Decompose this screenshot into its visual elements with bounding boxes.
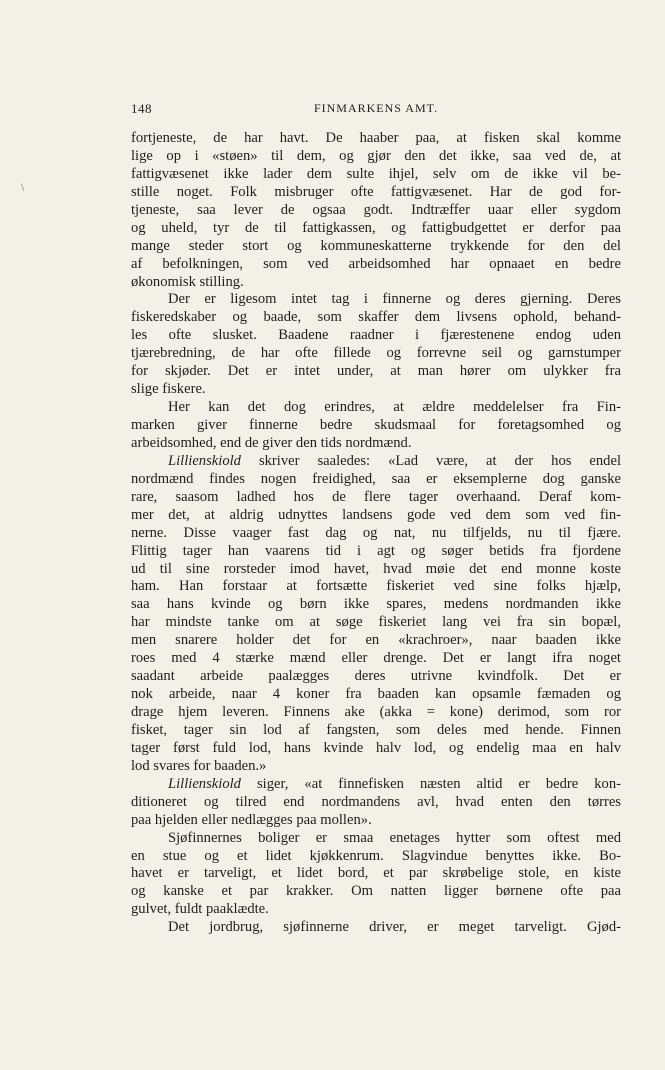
line-text: arbeidsomhed, end de giver den tids nordmænd. bbox=[131, 434, 412, 451]
text-line bbox=[131, 130, 621, 148]
line-text: Sjøfinnernes boliger er smaa enetages hytter som oftest med bbox=[168, 829, 621, 846]
line-text: slige fiskere. bbox=[131, 381, 206, 398]
text-line bbox=[131, 596, 621, 614]
line-text: rare, saasom ladhed hos de flere tager overhaand. Deraf kom- bbox=[131, 488, 621, 505]
line-text: Det jordbrug, sjøfinnerne driver, er meget tarveligt. Gjød- bbox=[168, 919, 621, 936]
line-text: fisket, tager sin lod af fangsten, som deles med hende. Finnen bbox=[131, 721, 621, 738]
text-line bbox=[131, 632, 621, 650]
text-line bbox=[131, 256, 621, 274]
text-line bbox=[131, 758, 621, 776]
line-text: saadant arbeide paalægges deres utrivne kvindfolk. Det er bbox=[131, 668, 621, 685]
line-text: ditioneret og tilred end nordmandens avl, hvad enten den tørres bbox=[131, 793, 621, 810]
line-text: har mindste tanke om at søge fiskeriet lang vei fra sin bopæl, bbox=[131, 614, 621, 631]
line-text: fiskeredskaber og baade, som skaffer dem livsens ophold, behand- bbox=[131, 309, 621, 326]
line-text: ud til sine rorsteder imod havet, hvad møie det end monne koste bbox=[131, 560, 621, 577]
text-line bbox=[131, 435, 621, 453]
author-name: Lillienskiold bbox=[168, 452, 241, 469]
text-line bbox=[131, 381, 621, 399]
line-text: og uheld, tyr de til fattigkassen, og fattigbudgettet er derfor paa bbox=[131, 219, 621, 236]
text-line bbox=[131, 722, 621, 740]
line-text: fortjeneste, de har havt. De haaber paa, at fisken skal komme bbox=[131, 130, 621, 146]
text-line bbox=[131, 578, 621, 596]
line-text: les ofte slusket. Baadene raadner i fjærestenene endog uden bbox=[131, 327, 621, 344]
line-text: nerne. Disse vaager fast dag og nat, nu tilfjelds, nu til fjære. bbox=[131, 524, 621, 541]
line-text: mange steder stort og kommuneskatterne trykkende for den del bbox=[131, 237, 621, 254]
body-text bbox=[131, 130, 621, 937]
text-line bbox=[131, 543, 621, 561]
text-line bbox=[131, 848, 621, 866]
text-line bbox=[131, 740, 621, 758]
margin-mark: \ bbox=[21, 180, 25, 194]
line-text: ham. Han forstaar at fortsætte fiskeriet ved sine folks hjælp, bbox=[131, 578, 621, 595]
line-text: marken giver finnerne bedre skudsmaal for foretagsomhed og bbox=[131, 417, 621, 433]
text-line bbox=[131, 184, 621, 202]
line-text: men snarere holder det for en «krachroer», naar baaden ikke bbox=[131, 632, 621, 649]
text-line bbox=[131, 291, 621, 309]
line-text: tjeneste, saa lever de ogsaa godt. Indtræffer uaar eller sygdom bbox=[131, 201, 621, 218]
line-text: drage hjem leveren. Finnens ake (akka = kone) derimod, som ror bbox=[131, 704, 621, 720]
text-line bbox=[131, 525, 621, 543]
line-text: fattigvæsenet ikke lader dem sulte ihjel, selv om de ikke vil be- bbox=[131, 165, 621, 182]
line-text: for skjøder. Det er intet under, at man hører om ulykker fra bbox=[131, 363, 621, 380]
text-line bbox=[131, 776, 621, 794]
line-text: siger, «at finnefisken næsten altid er bedre kon- bbox=[240, 775, 621, 792]
text-line bbox=[131, 686, 621, 704]
text-line bbox=[131, 220, 621, 238]
text-line bbox=[131, 489, 621, 507]
text-line bbox=[131, 399, 621, 417]
text-line bbox=[131, 883, 621, 901]
line-text: Her kan det dog erindres, at ældre meddelelser fra Fin- bbox=[168, 399, 621, 416]
text-line bbox=[131, 865, 621, 883]
text-line bbox=[131, 507, 621, 525]
line-text: havet er tarveligt, et lidet bord, et par skrøbelige stole, en kiste bbox=[131, 865, 621, 882]
line-text: gulvet, fuldt paaklædte. bbox=[131, 901, 269, 918]
page-number: 148 bbox=[131, 101, 152, 116]
text-line bbox=[131, 238, 621, 256]
line-text: stille noget. Folk misbruger ofte fattigvæsenet. Har de god for- bbox=[131, 183, 621, 200]
text-line bbox=[131, 704, 621, 722]
line-text: en stue og et lidet kjøkkenrum. Slagvindue benyttes ikke. Bo- bbox=[131, 847, 621, 864]
text-line bbox=[131, 148, 621, 166]
page-header bbox=[131, 101, 621, 121]
line-text: roes med 4 stærke mænd eller drenge. Det er langt ifra noget bbox=[131, 650, 621, 667]
text-line bbox=[131, 345, 621, 363]
text-line bbox=[131, 561, 621, 579]
text-line bbox=[131, 614, 621, 632]
line-text: og kanske et par krakker. Om natten ligger børnene ofte paa bbox=[131, 883, 621, 900]
line-text: Flittig tager han vaarens tid i agt og søger betids fra fjordene bbox=[131, 542, 621, 559]
text-line bbox=[131, 202, 621, 220]
text-line bbox=[131, 453, 621, 471]
text-line bbox=[131, 363, 621, 381]
line-text: paa hjelden eller nedlægges paa mollen». bbox=[131, 811, 372, 828]
line-text: saa hans kvinde og børn ikke spares, medens nordmanden ikke bbox=[131, 596, 621, 613]
text-line bbox=[131, 417, 621, 435]
text-line bbox=[131, 650, 621, 668]
text-line bbox=[131, 471, 621, 489]
line-text: lod svares for baaden.» bbox=[131, 757, 267, 774]
text-line bbox=[131, 812, 621, 830]
line-text: nordmænd findes nogen freidighed, saa er eksemplerne dog ganske bbox=[131, 470, 621, 487]
text-line bbox=[131, 668, 621, 686]
line-text: lige op i «støen» til dem, og gjør den det ikke, saa ved de, at bbox=[131, 147, 621, 164]
line-text: tager først fuld lod, hans kvinde halv lod, og endelig maa en halv bbox=[131, 739, 621, 756]
line-text: Der er ligesom intet tag i finnerne og deres gjerning. Deres bbox=[168, 291, 621, 308]
text-line bbox=[131, 166, 621, 184]
text-line bbox=[131, 327, 621, 345]
line-text: økonomisk stilling. bbox=[131, 273, 244, 290]
line-text: tjærebredning, de har ofte fillede og forrevne seil og garnstumper bbox=[131, 345, 621, 362]
line-text: nok arbeide, naar 4 koner fra baaden kan opsamle fæmaden og bbox=[131, 686, 621, 703]
running-title: FINMARKENS AMT. bbox=[313, 101, 439, 115]
text-line bbox=[131, 919, 621, 937]
author-name: Lillienskiold bbox=[168, 775, 241, 792]
line-text: skriver saaledes: «Lad være, at der hos endel bbox=[240, 452, 621, 469]
text-line bbox=[131, 309, 621, 327]
text-line bbox=[131, 830, 621, 848]
text-line bbox=[131, 274, 621, 292]
text-line bbox=[131, 901, 621, 919]
text-line bbox=[131, 794, 621, 812]
line-text: af befolkningen, som ved arbeidsomhed har opnaaet en bedre bbox=[131, 255, 621, 272]
line-text: mer det, at aldrig udnyttes landsens gode ved dem som ved fin- bbox=[131, 506, 621, 523]
